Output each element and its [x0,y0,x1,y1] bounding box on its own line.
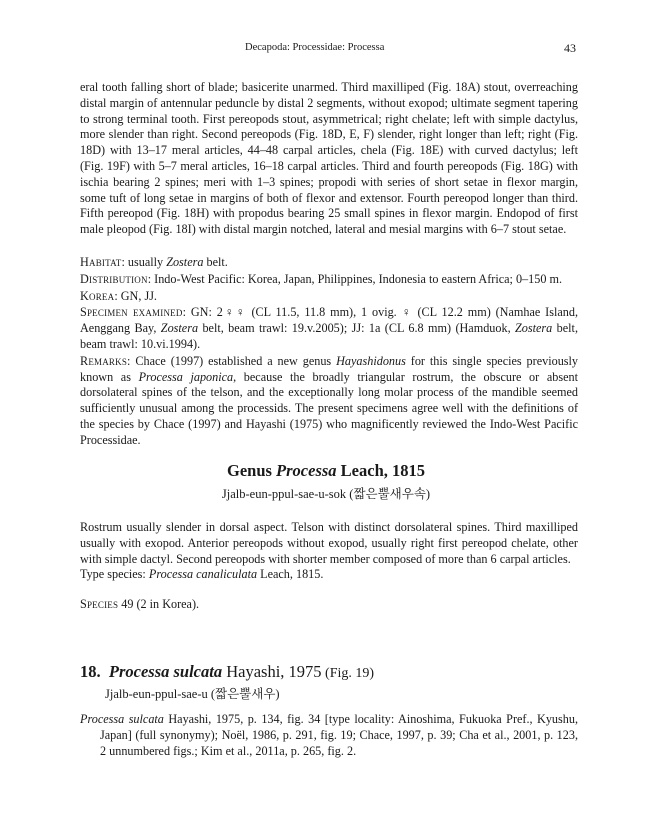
running-head [0,42,652,58]
page-number: 43 [564,41,576,55]
remarks-label: Remarks [80,353,128,368]
notes-block [80,255,578,450]
type-species-line: Type species: Processa canaliculata Leach, 1815. [80,567,324,582]
korea-text: GN, JJ. [120,288,157,303]
genus-description-block [80,520,578,613]
type-species-name: Processa canaliculata [148,567,258,582]
genus-description: Rostrum usually slender in dorsal aspect. Telson with distinct dorsolateral spines. Third maxilliped usually with exopod. Anterior pereopods without exopod, usually right first pereopod chelate, other with simple dactyl. Second pereopods with shorter member composed of more than 6 carpal articles. [80,520,578,566]
specimen-label: Specimen examined [80,305,183,320]
species-korean-name: Jjalb-eun-ppul-sae-u (짧은뿔새우) [105,687,280,701]
korea-label: Korea [80,288,115,303]
synonymy-taxon: Processa sulcata [80,712,164,726]
running-title: Decapoda: Processidae: Processa [245,42,385,53]
species-count-label: Species [80,597,119,612]
habitat-taxon: Zostera [166,255,204,269]
habitat-label: Habitat [80,255,122,269]
distribution-label: Distribution [80,271,148,286]
habitat-line: Habitat: usually Zostera belt. [80,255,228,269]
species-number: 18. [80,662,101,681]
distribution-text: Indo-West Pacific: Korea, Japan, Philippines, Indonesia to eastern Africa; 0–150 m. [154,271,563,286]
synonymy-entry [80,712,578,759]
remarks-paragraph: Remarks: Chace (1997) established a new genus Hayashidonus for this single species previously known as Processa japonica, because the broadly triangular rostrum, the obscure or absent dorsolateral spines of the telson, and the exceptionally long molar process of the mandible seemed sufficiently unusual among the processids. The present specimens agree well with the definitions of the species by Chace (1997) and Hayashi (1975) who magnificently reviewed the Indo-West Pacific Processidae. [80,353,579,447]
species-heading: 18. Processa sulcata Hayashi, 1975 (Fig. 19) [80,662,375,681]
synonymy-text: Hayashi, 1975, p. 134, fig. 34 [type locality: Ainoshima, Fukuoka Pref., Kyushu, Japan] (full synonymy); Noël, 1986, p. 291, fig. 19; Chace, 1997, p. 39; Cha et al., 2001, p. 123, 2 unnumbered figs.; Kim et al., 2011a, p. 265, fig. 2. [100,712,578,758]
genus-name: Processa [276,461,337,480]
genus-korean-name: Jjalb-eun-ppul-sae-u-sok (짧은뿔새우속) [221,487,431,501]
distribution-line: Distribution: Indo-West Pacific: Korea, Japan, Philippines, Indonesia to eastern Africa; 0–150 m. [80,271,563,286]
species-name: Processa sulcata [108,662,223,681]
species-count-line: Species 49 (2 in Korea). [80,597,200,612]
description-text: eral tooth falling short of blade; basicerite unarmed. Third maxilliped (Fig. 18A) stout, overreaching distal margin of antennular peduncle by distal 2 segments, without exopod; ultimate segment tapering to strong terminal tooth. First pereopods stout, asymmetrical; right chelate; left with simple dactylus, more slender than right. Second pereopods (Fig. 18D, E, F) slender, right longer than left; right (Fig. 18D) with 13–17 meral articles, 44–48 carpal articles, chela (Fig. 18E) with curved dactylus; left (Fig. 19F) with 5–7 meral articles, 16–18 carpal articles. Third and fourth pereopods (Fig. 18G) with ischia bearing 2 spines; meri with 1–3 spines; propodi with series of short setae in flexor margin, some tuft of long setae in margins of both of flexor and extensor. Fourth pereopod longer than third. Fifth pereopod (Fig. 18H) with propodus bearing 25 small spines in flexor margin. Endopod of first male pleopod (Fig. 18I) with distal margin notched, lateral and mesial margins with 6–7 stout setae. [80,80,578,237]
genus-heading: Genus Processa Leach, 1815 [226,461,426,480]
specimen-line: Specimen examined: GN: 2♀♀ (CL 11.5, 11.8 mm), 1 ovig. ♀ (CL 12.2 mm) (Namhae Island, Aenggang Bay, Zostera belt, beam trawl: 19.v.2005); JJ: 1a (CL 6.8 mm) (Hamduok, Zostera belt, beam trawl: 10.vi.1994). [80,305,579,351]
description-paragraph [80,80,578,238]
korea-line: Korea: GN, JJ. [80,288,157,303]
